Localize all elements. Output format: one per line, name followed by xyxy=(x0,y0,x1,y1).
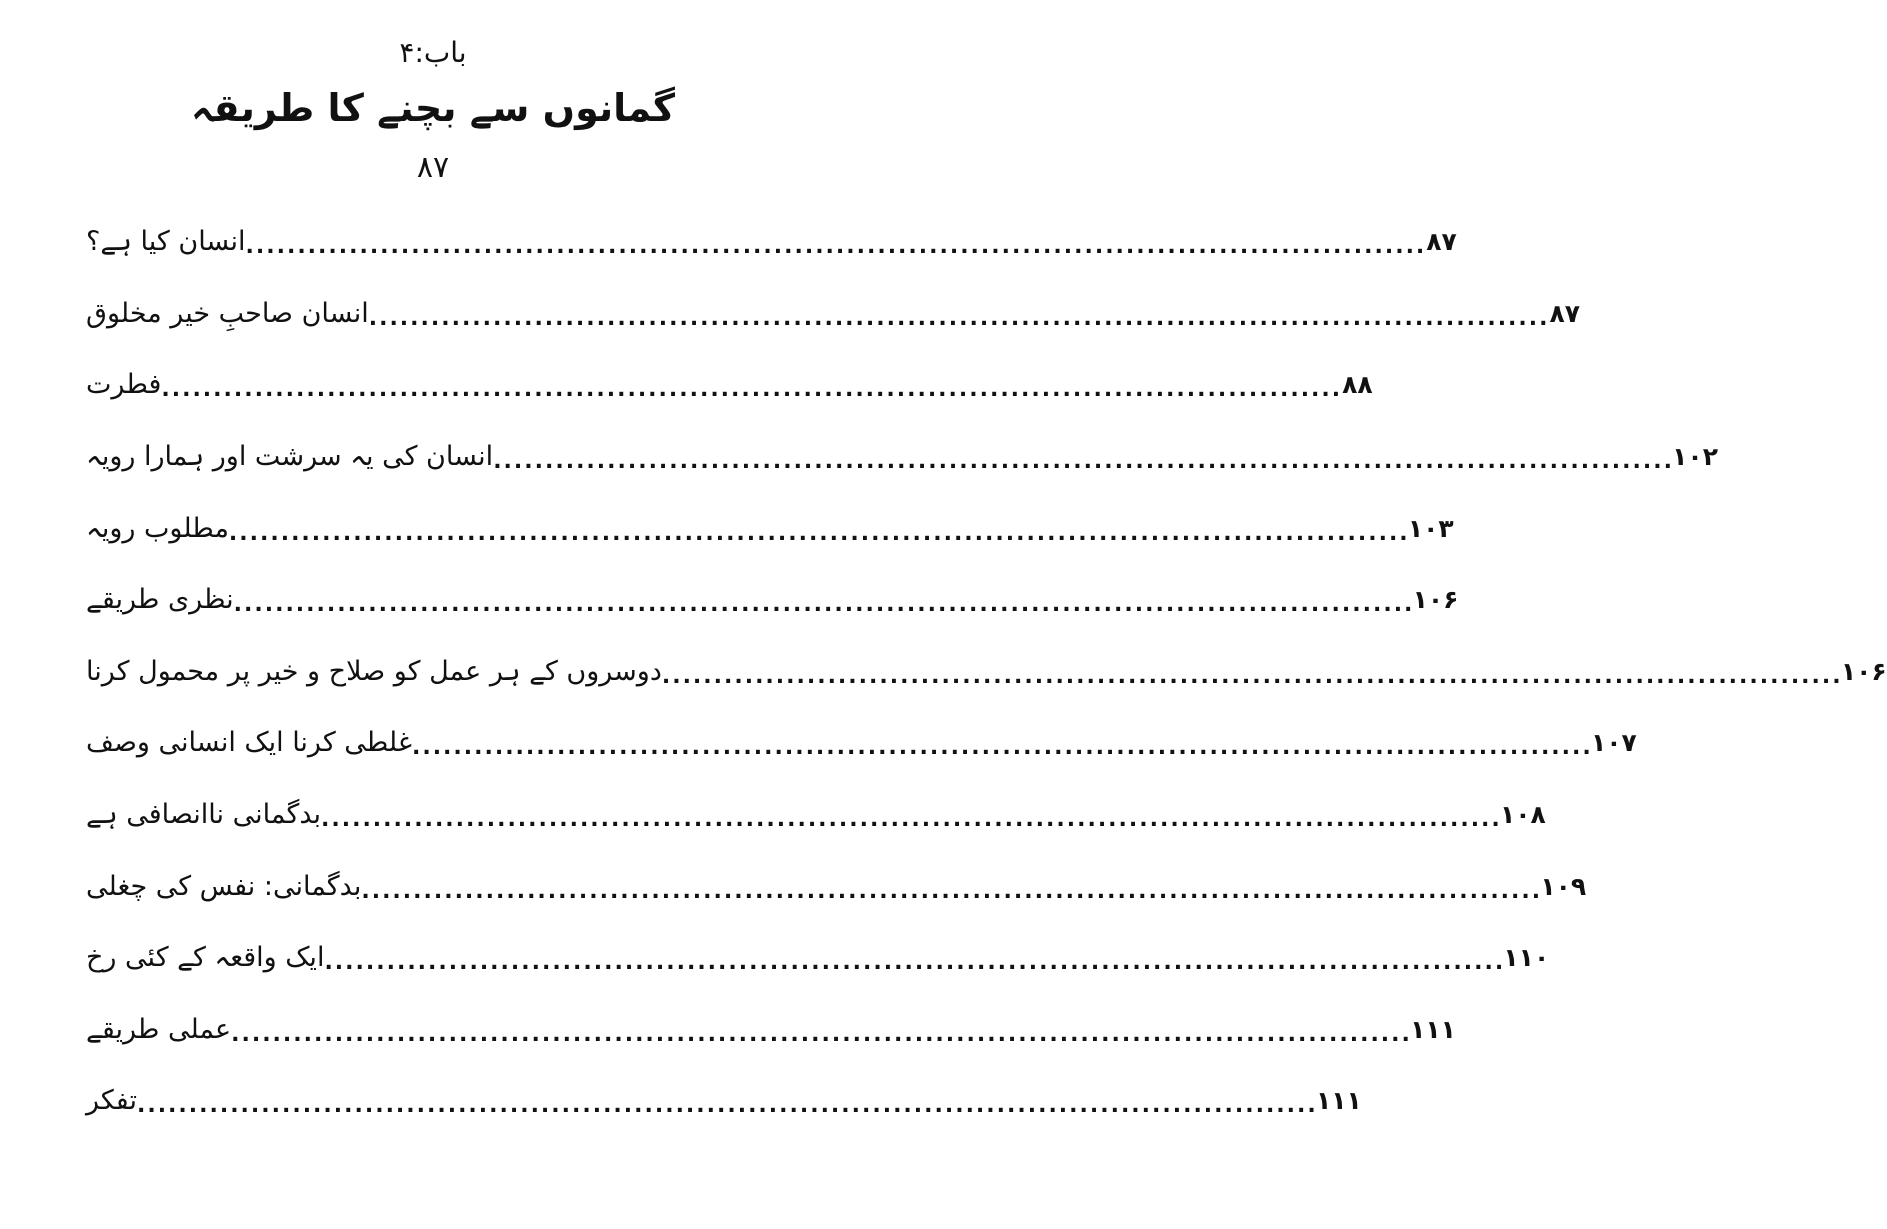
toc-entry-page: ۱۰۲ xyxy=(1672,442,1718,472)
toc-leader-dots: .................................................................................................................. xyxy=(136,1093,1318,1119)
toc-entry-page: ۱۰۸ xyxy=(1499,800,1546,830)
toc-entry-label: انسان کی یہ سرشت اور ہمارا رویہ xyxy=(86,441,494,473)
toc-entry-label: تفکر xyxy=(86,1085,137,1117)
toc-entry-label: دوسروں کے ہر عمل کو صلاح و خیر پر محمول کرنا xyxy=(86,655,662,687)
toc-entry-page: ۱۰۳ xyxy=(1407,513,1454,543)
toc-entry xyxy=(80,994,1456,1066)
toc-entry-label: انسان صاحبِ خیر مخلوق xyxy=(86,297,369,329)
toc-entry-label: بدگمانی ناانصافی ہے xyxy=(86,799,322,831)
toc-entry xyxy=(80,278,1581,350)
toc-entry-label: ایک واقعہ کے کئی رخ xyxy=(86,942,325,974)
toc-entry-page: ۱۱۱ xyxy=(1410,1014,1456,1044)
toc-leader-dots: .................................................................................................................. xyxy=(324,950,1506,976)
toc-entry-page: ۱۰۶ xyxy=(1840,656,1887,686)
toc-leader-dots: .................................................................................................................. xyxy=(321,807,1502,833)
chapter-number: باب:۴ xyxy=(399,36,467,69)
chapter-start-page: ۸۷ xyxy=(416,150,450,185)
toc-entry xyxy=(80,779,1546,851)
toc-entry-page: ۱۰۹ xyxy=(1540,871,1587,901)
toc-leader-dots: .................................................................................................................. xyxy=(493,449,1674,475)
chapter-title: گمانوں سے بچنے کا طریقہ xyxy=(190,86,676,130)
toc-entry-page: ۱۱۱ xyxy=(1315,1086,1362,1116)
toc-entry-page: ۱۰۶ xyxy=(1412,585,1459,615)
toc-leader-dots: .................................................................................................................. xyxy=(411,735,1593,761)
toc-leader-dots: .................................................................................................................. xyxy=(161,377,1343,403)
toc-entry xyxy=(80,492,1454,564)
toc-leader-dots: .................................................................................................................. xyxy=(233,592,1415,618)
toc-entry xyxy=(80,206,1457,278)
toc-leader-dots: .................................................................................................................. xyxy=(368,305,1550,331)
toc-entry xyxy=(80,349,1373,421)
toc-leader-dots: .................................................................................................................. xyxy=(231,1021,1412,1047)
toc-entry-label: انسان کیا ہے؟ xyxy=(86,226,246,258)
toc-entry-page: ۸۸ xyxy=(1342,370,1373,400)
toc-leader-dots: .................................................................................................................. xyxy=(361,878,1543,904)
toc-entry xyxy=(80,564,1459,636)
toc-entry-page: ۱۱۰ xyxy=(1503,943,1550,973)
toc-entry-label: نظری طریقے xyxy=(86,584,234,616)
toc-leader-dots: .................................................................................................................. xyxy=(228,520,1410,546)
toc-entry-label: مطلوب رویہ xyxy=(86,512,229,544)
toc-leader-dots: .................................................................................................................. xyxy=(661,663,1843,689)
toc-entry xyxy=(80,421,1718,493)
toc-leader-dots: .................................................................................................................. xyxy=(245,234,1427,260)
toc-entry xyxy=(80,922,1550,994)
toc-entry xyxy=(80,1065,1362,1137)
toc-entry-label: بدگمانی: نفس کی چغلی xyxy=(86,870,362,902)
toc-entry xyxy=(80,850,1587,922)
toc-entry-label: غلطی کرنا ایک انسانی وصف xyxy=(86,727,412,759)
toc-entry xyxy=(80,707,1637,779)
table-of-contents xyxy=(80,206,1887,1137)
toc-entry xyxy=(80,636,1887,708)
toc-entry-label: فطرت xyxy=(86,369,162,401)
toc-entry-page: ۱۰۷ xyxy=(1590,728,1637,758)
toc-entry-page: ۸۷ xyxy=(1549,298,1581,328)
toc-entry-label: عملی طریقے xyxy=(86,1013,232,1045)
toc-entry-page: ۸۷ xyxy=(1426,227,1457,257)
